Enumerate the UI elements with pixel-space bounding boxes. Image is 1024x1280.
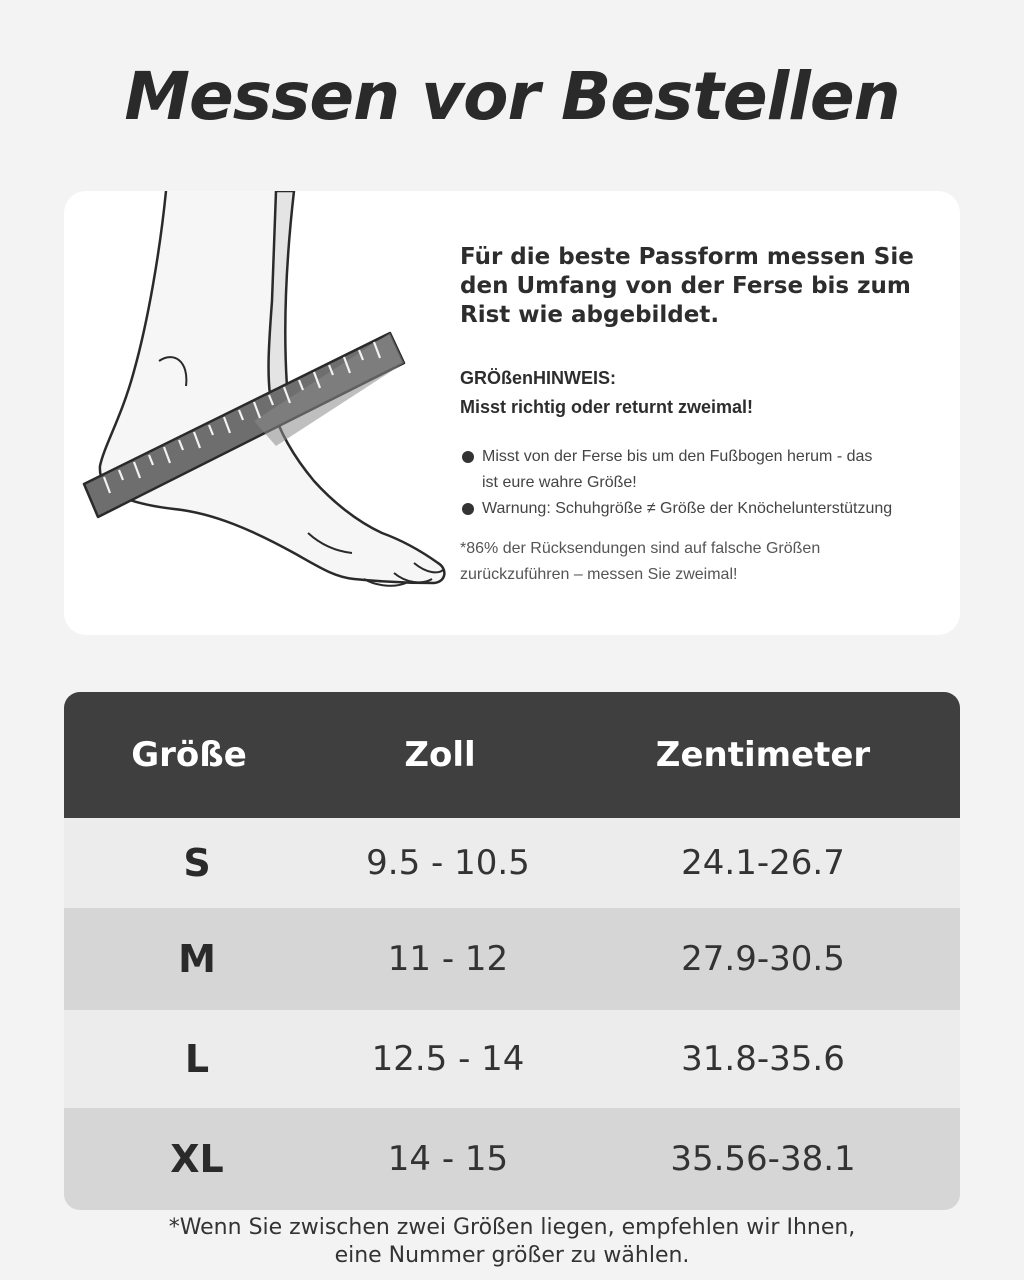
instructions-text	[460, 243, 940, 588]
size-note-title: GRÖßenHINWEIS:	[460, 368, 616, 388]
size-note-label	[460, 364, 940, 422]
table-row	[64, 908, 960, 1010]
list-item: Misst von der Ferse bis um den Fußbogen herum - das ist eure wahre Größe!	[460, 444, 940, 496]
header-centimeters: Zentimeter	[655, 735, 871, 775]
inches-cell: 11 - 12	[387, 939, 509, 979]
inches-cell: 9.5 - 10.5	[366, 843, 530, 883]
header-inches: Zoll	[404, 735, 476, 775]
table-row	[64, 818, 960, 908]
size-cell: L	[184, 1037, 210, 1081]
size-cell: M	[178, 937, 216, 981]
size-recommendation-note: *Wenn Sie zwischen zwei Größen liegen, empfehlen wir Ihnen, eine Nummer größer zu wählen.	[168, 1215, 856, 1268]
page-title: Messen vor Bestellen	[124, 58, 900, 135]
header-size: Größe	[131, 735, 247, 775]
list-item: Warnung: Schuhgröße ≠ Größe der Knöchelunterstützung	[460, 496, 940, 522]
measuring-tips-list	[460, 444, 940, 522]
foot-measuring-illustration	[64, 191, 464, 635]
centimeters-cell: 31.8-35.6	[681, 1039, 845, 1079]
headline-line: Rist wie abgebildet.	[460, 302, 720, 328]
table-row	[64, 1108, 960, 1210]
measuring-instructions-card	[64, 191, 960, 635]
centimeters-cell: 24.1-26.7	[681, 843, 845, 883]
headline-line: Für die beste Passform messen Sie	[460, 244, 914, 270]
size-cell: S	[183, 841, 211, 885]
inches-cell: 14 - 15	[387, 1139, 509, 1179]
table-row	[64, 1010, 960, 1108]
bullet-icon	[462, 451, 474, 463]
table-header	[64, 692, 960, 818]
centimeters-cell: 27.9-30.5	[681, 939, 845, 979]
centimeters-cell: 35.56-38.1	[670, 1139, 856, 1179]
headline-line: den Umfang von der Ferse bis zum	[460, 273, 911, 299]
returns-footnote: *86% der Rücksendungen sind auf falsche Größen zurückzuführen – messen Sie zweimal!	[460, 540, 821, 583]
bullet-icon	[462, 503, 474, 515]
size-chart-table	[64, 692, 960, 1210]
size-note-subtitle: Misst richtig oder returnt zweimal!	[460, 397, 754, 417]
inches-cell: 12.5 - 14	[371, 1039, 525, 1079]
size-cell: XL	[170, 1137, 224, 1181]
instructions-headline	[460, 243, 940, 330]
